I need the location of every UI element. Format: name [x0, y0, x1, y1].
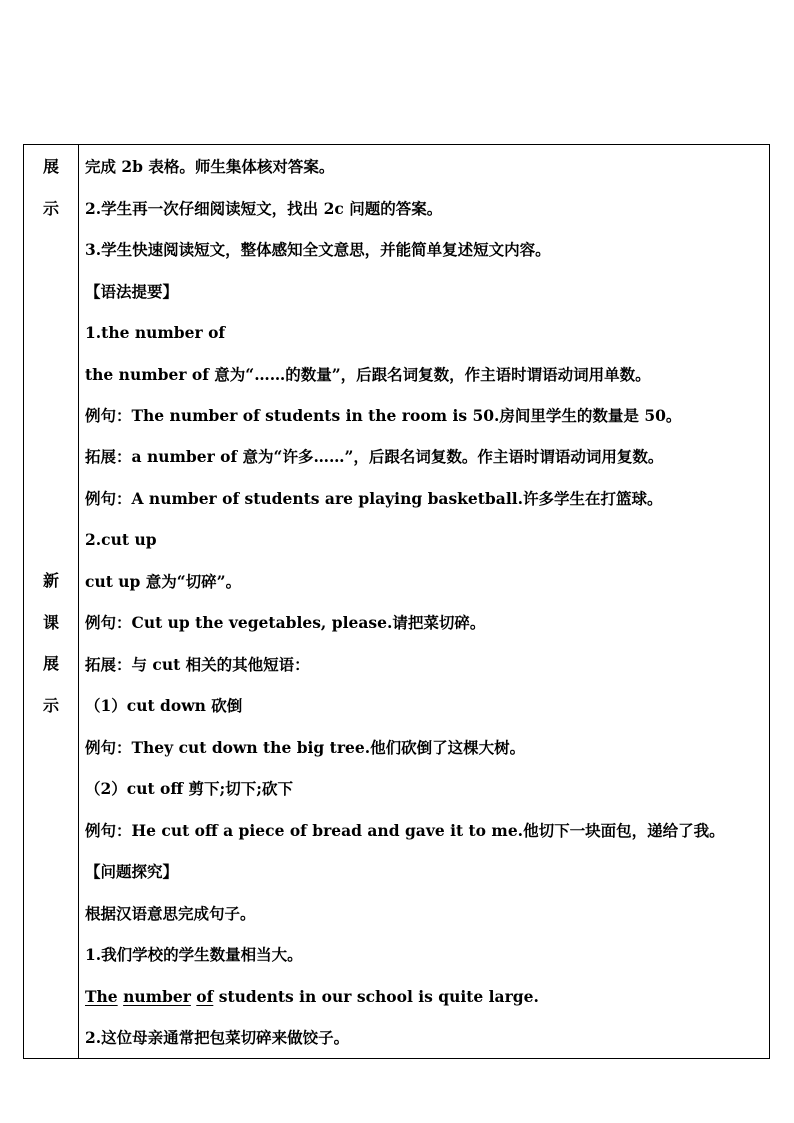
text-line: （2）cut off 剪下;切下;砍下	[85, 779, 293, 798]
answer-rest: students in our school is quite large.	[218, 987, 539, 1006]
text-line: 3.学生快速阅读短文，整体感知全文意思，并能简单复述短文内容。	[85, 240, 551, 259]
text-line: 完成 2b 表格。师生集体核对答案。	[85, 157, 335, 176]
lesson-table	[23, 144, 770, 1059]
text-line: 拓展：与 cut 相关的其他短语：	[85, 655, 310, 674]
answer-blank: The	[85, 987, 118, 1006]
text-line: 拓展：a number of 意为“许多……”，后跟名词复数。作主语时谓语动词用复数。	[85, 447, 664, 466]
section-heading: 【语法提要】	[85, 282, 179, 301]
text-line: 2.cut up	[85, 530, 157, 549]
text-line: （1）cut down 砍倒	[85, 696, 243, 715]
answer-blank: of	[196, 987, 214, 1006]
text-line: 1.我们学校的学生数量相当大。	[85, 945, 303, 964]
text-line: 例句：They cut down the big tree.他们砍倒了这棵大树。	[85, 738, 526, 757]
section-label-char: 示	[42, 696, 59, 715]
answer-blank: number	[123, 987, 191, 1006]
text-line: 根据汉语意思完成句子。	[85, 904, 256, 923]
section-label-char: 展	[42, 654, 59, 673]
answer-line	[85, 987, 539, 1007]
text-line: cut up 意为“切碎”。	[85, 572, 242, 591]
column-divider	[78, 145, 79, 1058]
text-line: the number of 意为“……的数量”，后跟名词复数，作主语时谓语动词用单数。	[85, 365, 651, 384]
section-heading: 【问题探究】	[85, 862, 179, 881]
section-label-char: 展	[42, 157, 59, 176]
text-line: 例句：He cut off a piece of bread and gave it to me.他切下一块面包，递给了我。	[85, 821, 725, 840]
text-line: 1.the number of	[85, 323, 226, 342]
text-line: 例句：The number of students in the room is 50.房间里学生的数量是 50。	[85, 406, 682, 425]
section-label-char: 新	[42, 571, 59, 590]
text-line: 例句：A number of students are playing basketball.许多学生在打篮球。	[85, 489, 663, 508]
section-label-char: 课	[42, 613, 59, 632]
text-line: 例句：Cut up the vegetables, please.请把菜切碎。	[85, 613, 486, 632]
section-label-char: 示	[42, 199, 59, 218]
text-line: 2.这位母亲通常把包菜切碎来做饺子。	[85, 1028, 350, 1047]
section-label-column	[24, 145, 78, 1058]
text-line: 2.学生再一次仔细阅读短文，找出 2c 问题的答案。	[85, 199, 443, 218]
content-column	[85, 145, 765, 1058]
